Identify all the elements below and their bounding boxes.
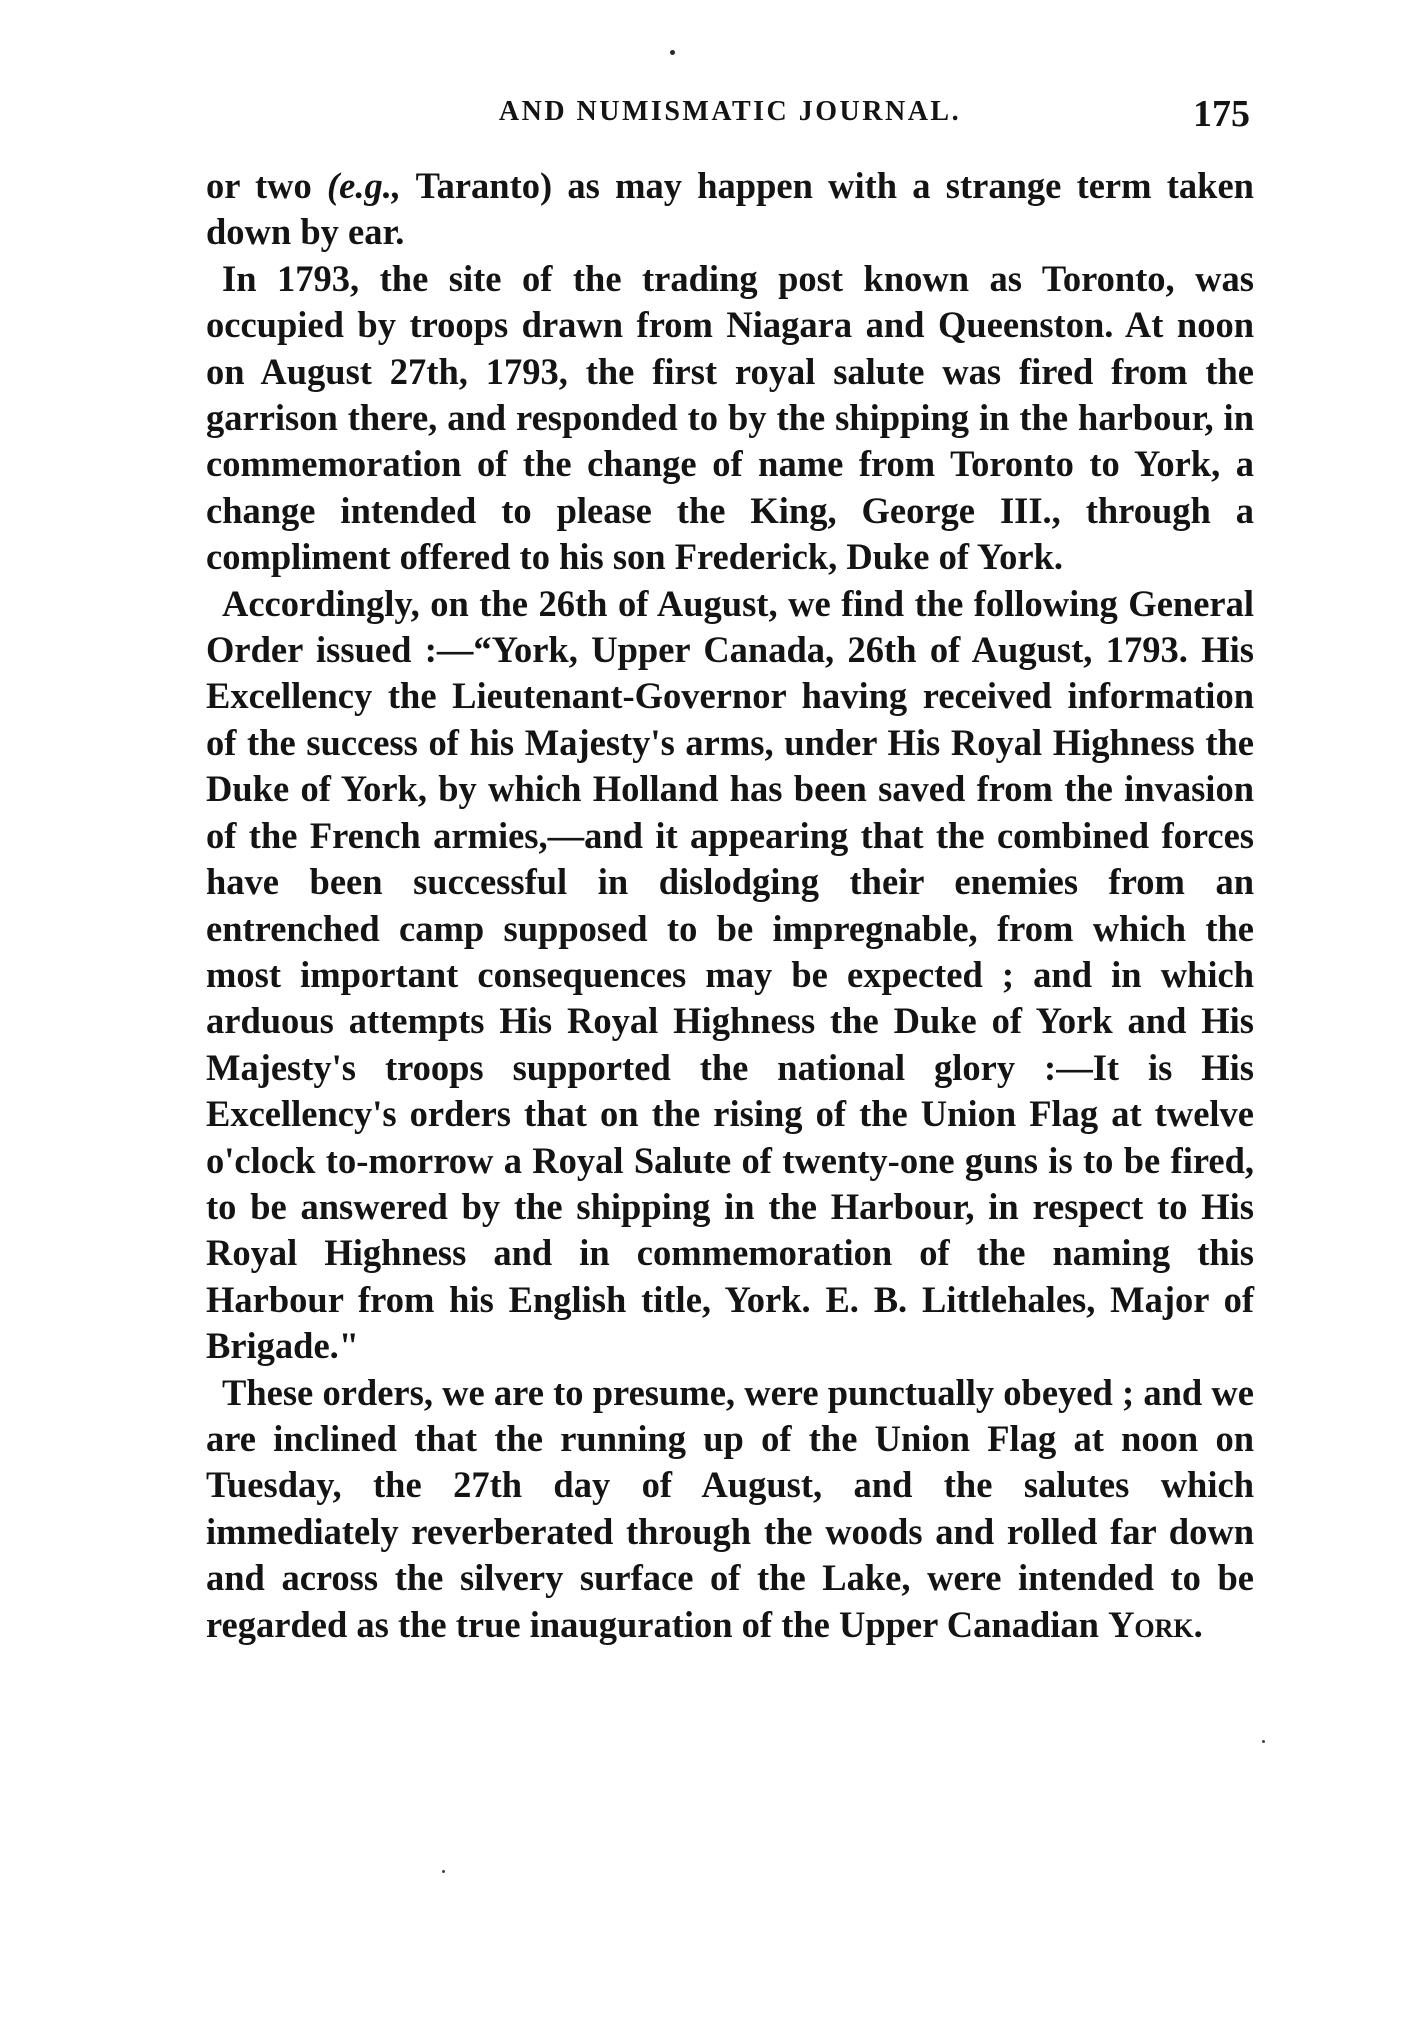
text-span: Taranto) as may happen with a strange term taken down by ear. [206, 165, 1254, 253]
body-text [206, 163, 1254, 1648]
text-span: Accordingly, on the 26th of August, we find the following General Order issued :—“York, Upper Canada, 26th of August, 1793. His Excellency the Lieutenant-Governor having received information of the success of his Majesty's arms, under His Royal Highness the Duke of York, by which Holland has been saved from the invasion of the French armies,—and it appearing that the combined forces have been successful in dislodging their enemies from an entrenched camp supposed to be impregnable, from which the most important consequences may be expected ; and in which arduous attempts His Royal Highness the Duke of York and His Majesty's troops supported the national glory :—It is His Excellency's orders that on the rising of the Union Flag at twelve o'clock to-morrow a Royal Salute of twenty-one guns is to be fired, to be answered by the shipping in the Harbour, in respect to His Royal Highness and in commemoration of the naming this Harbour from his English title, York. E. B. Littlehales, Major of Brigade." [206, 582, 1254, 1367]
paragraph-1 [206, 163, 1254, 256]
paragraph-2 [206, 256, 1254, 581]
text-span: In 1793, the site of the trading post known as Toronto, was occupied by troops drawn from Niagara and Queenston. At noon on August 27th, 1793, the first royal salute was fired from the garrison there, and responded to by the shipping in the harbour, in commemoration of the change of name from Toronto to York, a change intended to please the King, George III., through a compliment offered to his son Frederick, Duke of York. [206, 257, 1254, 578]
print-speck [1262, 1740, 1265, 1743]
paragraph-4 [206, 1370, 1254, 1648]
print-speck [442, 1870, 445, 1873]
paragraph-3 [206, 581, 1254, 1370]
text-span-smallcaps: York. [1108, 1603, 1203, 1645]
page-number: 175 [1193, 93, 1250, 135]
running-head: AND NUMISMATIC JOURNAL. [498, 96, 962, 127]
text-span: or two [206, 165, 328, 206]
page-header [210, 92, 1250, 142]
text-span-italic: (e.g., [327, 165, 402, 206]
print-speck [670, 50, 675, 55]
text-span: These orders, we are to presume, were punctually obeyed ; and we are inclined that the running up of the Union Flag at noon on Tuesday, the 27th day of August, and the salutes which immediately reverberated through the woods and rolled far down and across the silvery surface of the Lake, were intended to be regarded as the true inauguration of the Upper Canadian [206, 1371, 1254, 1645]
